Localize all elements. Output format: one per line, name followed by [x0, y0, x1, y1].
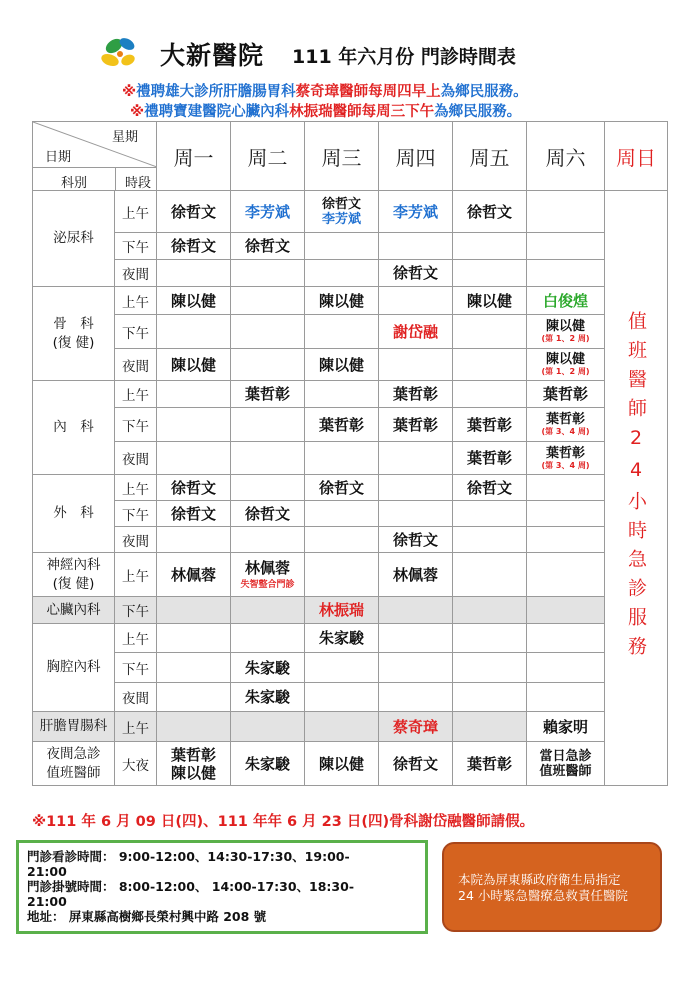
corner-date-label: 日期: [45, 150, 72, 165]
schedule-cell: [305, 233, 379, 260]
schedule-cell: 葉哲彰: [379, 381, 453, 408]
sunday-duty-cell: [605, 191, 668, 786]
schedule-cell: 徐哲文: [231, 233, 305, 260]
schedule-cell: [157, 712, 231, 742]
dept-label: 神經內科: [46, 556, 101, 573]
emergency-line: 24 小時緊急醫療急救責任醫院: [458, 888, 628, 903]
doctor-name: 陳以健: [545, 352, 585, 367]
schedule-cell: 葉哲彰: [231, 381, 305, 408]
schedule-cell: [527, 683, 605, 712]
slot-night: 夜間: [115, 683, 157, 712]
schedule-cell: 賴家明: [527, 712, 605, 742]
notice-doctor: 林振瑞醫師每周三下午: [289, 104, 435, 120]
duty-label: 當日急診: [539, 748, 592, 764]
schedule-cell: [305, 501, 379, 527]
schedule-cell: 徐哲文: [379, 742, 453, 786]
doctor-name: 葉哲彰: [545, 445, 585, 461]
doctor-name: 陳以健: [545, 319, 585, 334]
slot-am: 上午: [115, 381, 157, 408]
slot-night: 夜間: [115, 349, 157, 381]
schedule-cell: [379, 683, 453, 712]
schedule-cell: [379, 624, 453, 653]
schedule-cell: [231, 712, 305, 742]
schedule-cell: [305, 712, 379, 742]
clinic-note: 失智整合門診: [240, 580, 295, 590]
schedule-cell: [379, 287, 453, 315]
corner-week-label: 星期: [111, 130, 138, 145]
schedule-cell: [453, 653, 527, 683]
schedule-cell: [157, 527, 231, 553]
schedule-cell: 朱家駿: [231, 683, 305, 712]
notice-doctor: 蔡奇璋醫師每周四早上: [295, 84, 441, 100]
schedule-cell: 林振瑞: [305, 597, 379, 624]
schedule-cell: 林佩蓉: [379, 553, 453, 597]
schedule-cell: 徐哲文: [453, 475, 527, 501]
schedule-cell: [231, 260, 305, 287]
schedule-cell: [157, 408, 231, 442]
schedule-cell: [305, 553, 379, 597]
schedule-cell: [453, 553, 527, 597]
schedule-cell: 徐哲文: [157, 475, 231, 501]
schedule-cell: [305, 381, 379, 408]
day-header-fri: 周五: [453, 122, 527, 191]
schedule-cell: [157, 315, 231, 349]
schedule-cell: 葉哲彰: [453, 742, 527, 786]
schedule-cell: [231, 287, 305, 315]
schedule-cell: [305, 315, 379, 349]
schedule-cell: [453, 260, 527, 287]
schedule-cell: 朱家駿: [231, 742, 305, 786]
schedule-cell: [527, 442, 605, 475]
notice-gi-doctor: [122, 80, 528, 101]
schedule-cell: 陳以健: [305, 349, 379, 381]
clinic-hours-box: [16, 840, 428, 934]
duty-label: 值班醫師: [539, 763, 592, 779]
week-note: (第 1、2 周): [541, 367, 590, 376]
schedule-cell: 徐哲文: [453, 191, 527, 233]
slot-pm: 下午: [115, 233, 157, 260]
schedule-cell: 李芳斌: [231, 191, 305, 233]
notice-text: 為鄉民服務。: [440, 84, 528, 100]
schedule-cell: [453, 527, 527, 553]
notice-text: 禮聘雄大診所肝膽腸胃科: [136, 84, 296, 100]
schedule-cell: [231, 408, 305, 442]
schedule-cell: 陳以健: [453, 287, 527, 315]
schedule-cell: [453, 315, 527, 349]
day-header-thu: 周四: [379, 122, 453, 191]
schedule-cell: [527, 553, 605, 597]
schedule-cell: 白俊煌: [527, 287, 605, 315]
schedule-cell: 徐哲文: [157, 233, 231, 260]
schedule-cell: 朱家駿: [231, 653, 305, 683]
doctor-name: 李芳斌: [321, 211, 361, 227]
dept-sublabel: (復 健): [52, 575, 95, 592]
emergency-designation-box: [442, 842, 662, 932]
schedule-cell: [379, 233, 453, 260]
dept-sublabel: 值班醫師: [46, 764, 101, 781]
schedule-cell: 蔡奇璋: [379, 712, 453, 742]
week-note: (第 1、2 周): [541, 334, 590, 343]
notice-mark: ※: [122, 84, 137, 100]
corner-slot-label: 時段: [125, 176, 152, 191]
schedule-cell: [157, 442, 231, 475]
schedule-cell: [305, 191, 379, 233]
schedule-cell: [527, 315, 605, 349]
dept-gi: 肝膽胃腸科: [33, 712, 115, 742]
schedule-cell: [527, 349, 605, 381]
slot-am: 上午: [115, 191, 157, 233]
schedule-cell: 李芳斌: [379, 191, 453, 233]
schedule-cell: [453, 381, 527, 408]
notice-mark: ※: [130, 104, 145, 120]
slot-night: 夜間: [115, 527, 157, 553]
schedule-cell: 徐哲文: [379, 260, 453, 287]
schedule-cell: 陳以健: [305, 287, 379, 315]
schedule-cell: [231, 553, 305, 597]
day-header-mon: 周一: [157, 122, 231, 191]
schedule-cell: 徐哲文: [157, 191, 231, 233]
schedule-cell: [453, 597, 527, 624]
dept-surgery: 外 科: [33, 475, 115, 553]
schedule-cell: [379, 442, 453, 475]
schedule-cell: 葉哲彰: [453, 442, 527, 475]
hours-line: 門診看診時間： 9:00-12:00、14:30-17:30、19:00-: [27, 849, 350, 864]
notice-text: 為鄉民服務。: [434, 104, 522, 120]
slot-pm: 下午: [115, 315, 157, 349]
slot-pm: 下午: [115, 653, 157, 683]
day-header-wed: 周三: [305, 122, 379, 191]
schedule-cell: [453, 233, 527, 260]
schedule-cell: 陳以健: [157, 349, 231, 381]
schedule-table: [32, 121, 668, 786]
schedule-cell: [305, 683, 379, 712]
schedule-cell: 朱家駿: [305, 624, 379, 653]
schedule-cell: 葉哲彰: [527, 381, 605, 408]
dept-label: 骨 科: [53, 315, 94, 332]
schedule-cell: [379, 475, 453, 501]
schedule-cell: [453, 349, 527, 381]
schedule-cell: 陳以健: [157, 287, 231, 315]
slot-pm: 下午: [115, 597, 157, 624]
slot-am: 上午: [115, 553, 157, 597]
dept-label: 夜間急診: [46, 745, 101, 762]
hospital-name: 大新醫院: [160, 41, 265, 70]
doctor-name: 葉哲彰: [170, 745, 216, 764]
schedule-cell: [305, 260, 379, 287]
schedule-cell: [527, 408, 605, 442]
dept-chest: 胸腔內科: [33, 624, 115, 712]
schedule-cell: [527, 260, 605, 287]
address-line: 地址： 屏東縣高樹鄉長榮村興中路 208 號: [27, 909, 267, 924]
schedule-cell: [157, 260, 231, 287]
schedule-cell: [231, 315, 305, 349]
schedule-cell: 謝岱融: [379, 315, 453, 349]
slot-am: 上午: [115, 287, 157, 315]
schedule-title: 111 年六月份 門診時間表: [292, 46, 516, 68]
doctor-name: 陳以健: [170, 763, 216, 782]
schedule-cell: [527, 233, 605, 260]
schedule-cell: 徐哲文: [379, 527, 453, 553]
schedule-cell: [527, 475, 605, 501]
schedule-cell: [305, 442, 379, 475]
schedule-cell: [527, 624, 605, 653]
doctor-name: 林佩蓉: [244, 559, 290, 577]
schedule-cell: [157, 597, 231, 624]
schedule-cell: [453, 501, 527, 527]
schedule-cell: [157, 381, 231, 408]
dept-ortho: [33, 287, 115, 381]
notice-text: 禮聘寶建醫院心臟內科: [144, 104, 290, 120]
schedule-cell: [231, 349, 305, 381]
schedule-cell: [231, 597, 305, 624]
slot-night: 夜間: [115, 260, 157, 287]
schedule-cell: [453, 624, 527, 653]
dept-urology: 泌尿科: [33, 191, 115, 287]
schedule-cell: [453, 712, 527, 742]
table-corner-header: [33, 122, 157, 191]
schedule-cell: [379, 597, 453, 624]
hours-line: 21:00: [27, 864, 67, 879]
day-header-sat: 周六: [527, 122, 605, 191]
dept-night-er: [33, 742, 115, 786]
day-header-sun: 周日: [605, 122, 668, 191]
day-header-tue: 周二: [231, 122, 305, 191]
schedule-cell: [527, 742, 605, 786]
schedule-cell: [527, 597, 605, 624]
schedule-cell: [157, 624, 231, 653]
schedule-cell: 葉哲彰: [305, 408, 379, 442]
schedule-cell: [231, 442, 305, 475]
schedule-cell: [157, 742, 231, 786]
schedule-cell: [453, 683, 527, 712]
dept-cardio: 心臟內科: [33, 597, 115, 624]
dept-neuro: [33, 553, 115, 597]
schedule-cell: [231, 475, 305, 501]
schedule-cell: [157, 653, 231, 683]
schedule-cell: [305, 653, 379, 683]
slot-am: 上午: [115, 624, 157, 653]
schedule-cell: [527, 653, 605, 683]
sunday-duty-text: 值班醫師24小時急診服務: [625, 311, 647, 665]
dept-sublabel: (復 健): [52, 334, 95, 351]
schedule-cell: 葉哲彰: [453, 408, 527, 442]
doctor-name: 徐哲文: [321, 196, 361, 212]
slot-am: 上午: [115, 712, 157, 742]
corner-dept-label: 科別: [61, 176, 88, 191]
doctor-name: 葉哲彰: [545, 412, 585, 427]
schedule-cell: [527, 527, 605, 553]
schedule-cell: [231, 527, 305, 553]
registration-line: 門診掛號時間： 8:00-12:00、 14:00-17:30、18:30-: [27, 879, 355, 894]
schedule-cell: 陳以健: [305, 742, 379, 786]
schedule-cell: [157, 683, 231, 712]
schedule-cell: [527, 191, 605, 233]
schedule-cell: [231, 624, 305, 653]
registration-line: 21:00: [27, 894, 67, 909]
week-note: (第 3、4 周): [541, 427, 590, 436]
week-note: (第 3、4 周): [541, 460, 590, 470]
schedule-cell: 葉哲彰: [379, 408, 453, 442]
schedule-cell: [527, 501, 605, 527]
slot-pm: 下午: [115, 408, 157, 442]
hospital-logo-icon: [98, 34, 142, 74]
slot-am: 上午: [115, 475, 157, 501]
slot-night: 夜間: [115, 442, 157, 475]
schedule-cell: [305, 527, 379, 553]
schedule-cell: 林佩蓉: [157, 553, 231, 597]
emergency-line: 本院為屏東縣政府衛生局指定: [458, 872, 621, 887]
schedule-cell: 徐哲文: [231, 501, 305, 527]
leave-notice: ※111 年 6 月 09 日(四)、111 年年 6 月 23 日(四)骨科謝岱融醫師請假。: [32, 814, 535, 830]
schedule-cell: [379, 653, 453, 683]
schedule-cell: 徐哲文: [157, 501, 231, 527]
slot-pm: 下午: [115, 501, 157, 527]
schedule-cell: [379, 349, 453, 381]
slot-overnight: 大夜: [115, 742, 157, 786]
schedule-cell: [379, 501, 453, 527]
notice-cardio-doctor: [130, 100, 521, 121]
schedule-cell: 徐哲文: [305, 475, 379, 501]
dept-internal: 內 科: [33, 381, 115, 475]
